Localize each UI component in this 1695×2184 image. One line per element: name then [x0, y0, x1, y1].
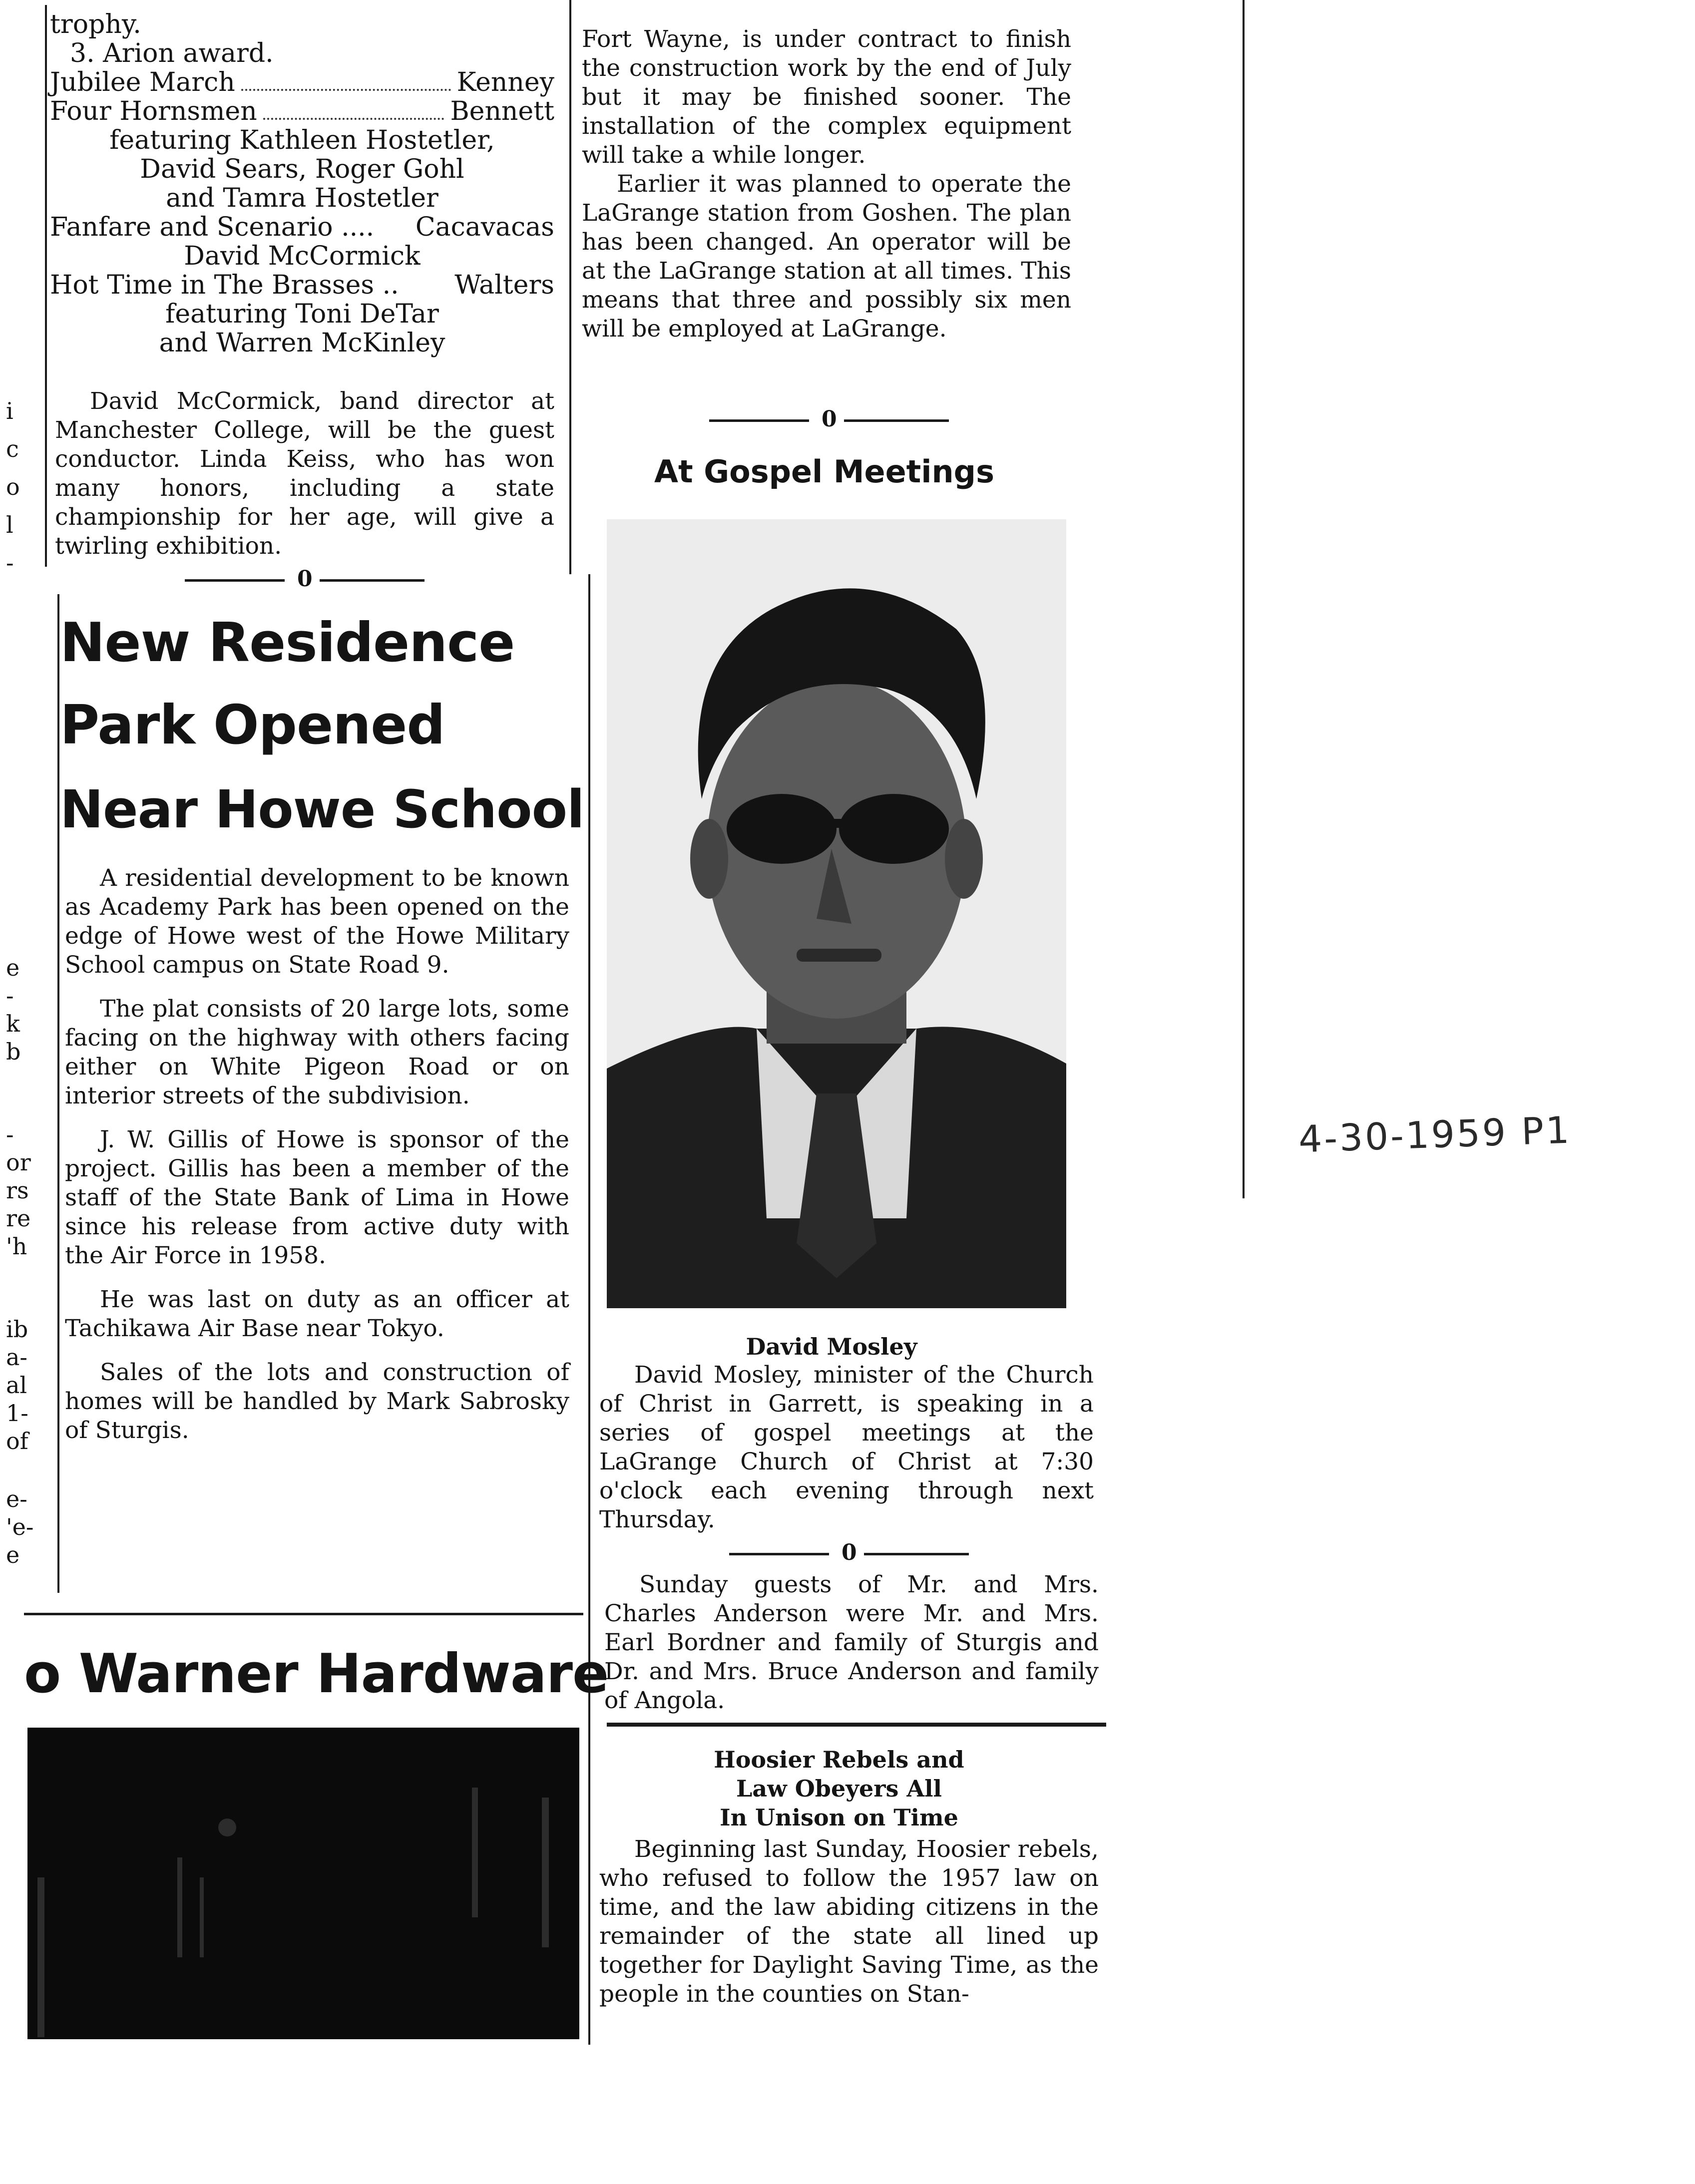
residence-paragraph-2: The plat consists of 20 large lots, some facing on the highway with others facing either on White Pigeon Road or on interior streets of the subdivision.: [65, 995, 569, 1109]
section-divider: 0: [185, 564, 424, 594]
program-featuring: featuring Toni DeTar: [165, 299, 439, 329]
dark-photo-texture: [27, 1728, 579, 2039]
banner-top-rule: [24, 1613, 583, 1615]
program-composer: Walters: [454, 270, 554, 300]
right-edge-rule: [1243, 0, 1245, 1198]
residence-article-body: [65, 864, 569, 1445]
edge-fragments-lower: e - k b - or rs re 'h ib a- al 1- of e- 'e- e: [6, 954, 34, 1568]
program-entry: [50, 213, 554, 242]
station-paragraph-2: Earlier it was planned to operate the LaGrange station from Goshen. The plan has been changed. An operator will be at the LaGrange station at all times. This means that three and possibly six men will be employed at LaGrange.: [582, 170, 1071, 343]
program-title: Jubilee March: [50, 67, 235, 97]
program-title: Hot Time in The Brasses ..: [50, 270, 399, 300]
residence-headline-1: New Residence: [60, 612, 515, 674]
time-article-head-2: Law Obeyers All: [736, 1775, 942, 1802]
hardware-ad-banner: o Warner Hardware: [24, 1643, 609, 1705]
residence-paragraph-3: J. W. Gillis of Howe is sponsor of the project. Gillis has been a member of the staff of the State Bank of Lima in Howe since his release from active duty with the Air Force in 1958.: [65, 1126, 569, 1269]
guests-paragraph: Sunday guests of Mr. and Mrs. Charles Anderson were Mr. and Mrs. Earl Bordner and family of Sturgis and Dr. and Mrs. Bruce Anderson and family of Angola.: [604, 1571, 1099, 1714]
program-entry: [50, 68, 554, 97]
portrait-caption-name: David Mosley: [746, 1333, 917, 1360]
program-line: 3. Arion award.: [70, 38, 274, 68]
time-article-head-1: Hoosier Rebels and: [714, 1746, 964, 1773]
section-divider: 0: [729, 1538, 969, 1568]
conductor-article: [55, 387, 554, 561]
section-divider: 0: [709, 404, 949, 434]
handwritten-date-note: 4-30-1959 P1: [1297, 1108, 1572, 1161]
program-featuring: David Sears, Roger Gohl: [140, 154, 464, 184]
man-portrait-illustration: [607, 519, 1066, 1308]
leader-dots: [241, 89, 451, 91]
conductor-paragraph: David McCormick, band director at Manchester College, will be the guest conductor. Linda Keiss, who has won many honors, including a state championship for her age, will give a twirling exhibition.: [55, 387, 554, 560]
guests-item: [604, 1570, 1099, 1715]
residence-paragraph-1: A residential development to be known as Academy Park has been opened on the edge of Howe west of the Howe Military School campus on State Road 9.: [65, 864, 569, 979]
program-title: Fanfare and Scenario ....: [50, 212, 375, 242]
gospel-section-title: At Gospel Meetings: [654, 453, 994, 490]
edge-fragments-upper: i c o l -: [6, 397, 20, 576]
band-program-list: [50, 10, 554, 358]
program-title: Four Hornsmen: [50, 96, 257, 126]
residence-headline-2: Park Opened: [60, 694, 445, 756]
program-composer: Cacavacas: [415, 212, 554, 242]
residence-headline-3: Near Howe School: [60, 779, 584, 840]
time-paragraph-1: Beginning last Sunday, Hoosier rebels, who refused to follow the 1957 law on time, and the law abiding citizens in the remainder of the state all lined up together for Daylight Saving Time, as the people in the counties on Stan-: [599, 1835, 1099, 2008]
program-featuring: and Tamra Hostetler: [166, 183, 438, 213]
portrait-photo: [607, 519, 1066, 1308]
program-featuring: featuring Kathleen Hostetler,: [109, 125, 495, 155]
time-article-head-3: In Unison on Time: [720, 1804, 958, 1831]
gospel-caption-text-block: [599, 1361, 1094, 1534]
program-line: trophy.: [50, 9, 141, 39]
program-entry: [50, 97, 554, 126]
residence-paragraph-4: He was last on duty as an officer at Tachikawa Air Base near Tokyo.: [65, 1286, 569, 1342]
program-featuring: David McCormick: [184, 241, 421, 271]
gospel-caption-text: David Mosley, minister of the Church of Christ in Garrett, is speaking in a series of gospel meetings at the LaGrange Church of Christ at 7:30 o'clock each evening through next Thursday.: [599, 1361, 1094, 1533]
station-article: [582, 25, 1071, 344]
left-column-rule-lower: [57, 594, 59, 1593]
guests-bottom-rule: [607, 1723, 1106, 1727]
center-column-rule: [569, 0, 571, 574]
station-paragraph-1: Fort Wayne, is under contract to finish the construction work by the end of July but it may be finished sooner. The installation of the complex equipment will take a while longer.: [582, 25, 1071, 169]
program-featuring: and Warren McKinley: [159, 328, 445, 358]
time-article-body: [599, 1835, 1099, 2035]
program-entry: [50, 271, 554, 300]
center-column-rule-lower: [588, 574, 590, 2045]
hardware-ad-photo: [27, 1728, 579, 2039]
program-composer: Kenney: [456, 67, 554, 97]
leader-dots: [263, 118, 444, 120]
program-composer: Bennett: [450, 96, 554, 126]
residence-paragraph-5: Sales of the lots and construction of homes will be handled by Mark Sabrosky of Sturgis.: [65, 1359, 569, 1444]
left-column-rule: [45, 5, 47, 567]
